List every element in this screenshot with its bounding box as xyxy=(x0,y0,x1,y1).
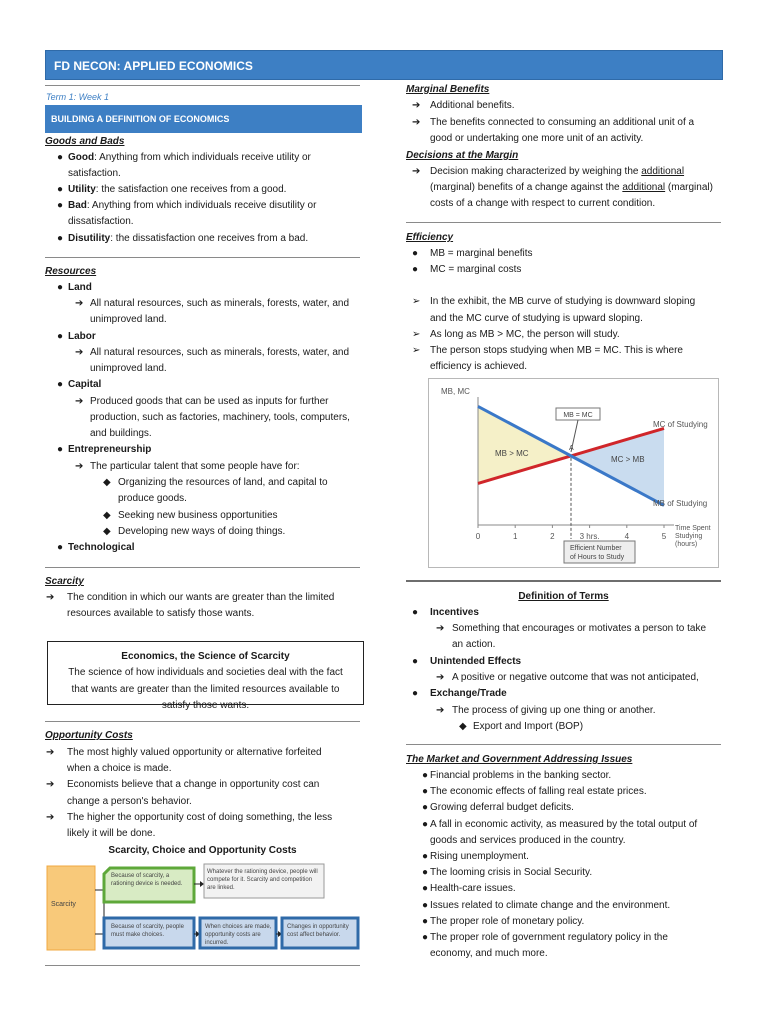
efficiency-text: and the MC curve of studying is upward sloping. xyxy=(430,313,643,324)
bullet-icon: ● xyxy=(422,851,429,862)
definition-box xyxy=(47,641,364,711)
bullet-icon: ● xyxy=(412,656,419,667)
efficiency-text: efficiency is achieved. xyxy=(430,361,528,372)
definition-box-text: that wants are greater than the limited resources available to xyxy=(71,683,340,695)
market-issue: The looming crisis in Social Security. xyxy=(430,867,593,879)
x-axis-label: Time Spent xyxy=(675,525,711,532)
efficiency-text: In the exhibit, the MB curve of studying is downward sloping xyxy=(430,296,696,307)
resources-heading: Resources xyxy=(45,266,97,277)
definition-term: Exchange/Trade xyxy=(430,688,507,699)
arrow-right-icon: ➔ xyxy=(412,117,421,128)
bullet-icon: ● xyxy=(412,264,419,275)
opportunity-text: likely it will be done. xyxy=(67,828,156,839)
arrow-right-icon: ➔ xyxy=(75,347,84,358)
definition-text: an action. xyxy=(452,639,496,650)
marginal-benefits-heading: Marginal Benefits xyxy=(406,84,490,95)
arrow-right-icon: ➔ xyxy=(436,672,445,683)
bullet-icon: ● xyxy=(57,379,64,390)
efficient-label: Efficient Number xyxy=(570,545,622,552)
list-item: Bad: Anything from which individuals receive disutility or xyxy=(68,200,317,211)
scarcity-heading: Scarcity xyxy=(45,576,84,587)
flow-gray-box: Whatever the rationing device, people will compete for it. Scarcity and competition are linked. xyxy=(207,869,318,891)
resource-desc: All natural resources, such as minerals, forests, water, and xyxy=(90,298,350,309)
margin-text: Decision making characterized by weighing the additional xyxy=(430,166,685,177)
market-issue: The economic effects of falling real estate prices. xyxy=(430,786,647,798)
point-a-label: A xyxy=(569,444,574,452)
x-tick-label: 3 hrs. xyxy=(579,532,600,541)
resource-desc: The particular talent that some people have for: xyxy=(90,461,300,472)
scarcity-text: resources available to satisfy those wants. xyxy=(67,608,255,619)
mb-text: good or undertaking one more unit of an activity. xyxy=(430,133,644,144)
definition-term: Incentives xyxy=(430,607,479,618)
bullet-icon: ● xyxy=(412,248,419,259)
efficient-label: of Hours to Study xyxy=(570,554,625,561)
arrow-right-icon: ➔ xyxy=(412,100,421,111)
margin-text: (marginal) benefits of a change against the additional (marginal) xyxy=(430,182,713,193)
definition-term: Unintended Effects xyxy=(430,656,522,667)
arrow-right-icon: ➔ xyxy=(75,396,84,407)
bullet-icon: ● xyxy=(57,152,64,163)
flow-blue-box: When choices are made, opportunity costs are incurred. xyxy=(205,924,272,946)
document-title: FD NECON: APPLIED ECONOMICS xyxy=(54,59,253,73)
divider xyxy=(45,965,360,966)
section-banner xyxy=(45,105,362,133)
resource-technological: Technological xyxy=(68,542,135,553)
bullet-icon: ● xyxy=(422,915,429,927)
margin-text: costs of a change with respect to current condition. xyxy=(430,198,656,209)
opportunity-text: change a person's behavior. xyxy=(67,796,192,807)
y-axis-label: MB, MC xyxy=(441,387,470,396)
bullet-icon: ● xyxy=(412,607,419,618)
divider xyxy=(406,222,721,223)
resource-desc: unimproved land. xyxy=(90,314,167,325)
resource-entrepreneurship: Entrepreneurship xyxy=(68,444,152,455)
diamond-bullet-icon: ◆ xyxy=(459,721,467,732)
market-issue: Health-care issues. xyxy=(430,883,516,895)
mb-text: The benefits connected to consuming an additional unit of a xyxy=(430,117,695,128)
divider xyxy=(45,85,360,86)
resource-subitem: Developing new ways of doing things. xyxy=(118,526,286,537)
list-item: Good: Anything from which individuals receive utility or xyxy=(68,152,311,163)
efficiency-text: As long as MB > MC, the person will study. xyxy=(430,329,620,340)
arrow-right-icon: ➔ xyxy=(46,779,55,790)
bullet-icon: ● xyxy=(422,932,429,943)
definition-text: The process of giving up one thing or another. xyxy=(452,705,656,716)
flow-title: Scarcity, Choice and Opportunity Costs xyxy=(108,845,297,856)
arrow-right-icon: ➔ xyxy=(412,166,421,177)
term-label: Term 1: Week 1 xyxy=(46,92,110,102)
mc-label: MC of Studying xyxy=(653,420,708,429)
definition-text: A positive or negative outcome that was not anticipated, xyxy=(452,672,699,683)
scarcity-flow-diagram xyxy=(46,862,360,952)
market-issue: The proper role of government regulatory policy in the xyxy=(430,932,668,943)
opportunity-text: The most highly valued opportunity or alternative forfeited xyxy=(67,747,322,758)
market-issue: Financial problems in the banking sector. xyxy=(430,770,612,781)
mb-mc-chart xyxy=(428,378,719,568)
efficiency-item: MB = marginal benefits xyxy=(430,248,533,259)
resource-labor: Labor xyxy=(68,331,96,342)
bullet-icon: ● xyxy=(57,282,64,293)
market-issue: Issues related to climate change and the environment. xyxy=(430,899,671,911)
resource-desc: and buildings. xyxy=(90,428,152,439)
bullet-icon: ● xyxy=(422,883,429,895)
divider xyxy=(45,567,360,568)
header-bar xyxy=(45,50,723,80)
diamond-bullet-icon: ◆ xyxy=(103,526,111,537)
efficiency-text: The person stops studying when MB = MC. This is where xyxy=(430,345,683,356)
opportunity-heading: Opportunity Costs xyxy=(45,730,133,741)
arrow-right-icon: ➔ xyxy=(75,298,84,309)
opportunity-text: The higher the opportunity cost of doing something, the less xyxy=(67,812,333,823)
list-item: Disutility: the dissatisfaction one receives from a bad. xyxy=(68,233,309,244)
bullet-icon: ● xyxy=(422,867,429,879)
x-tick-label: 1 xyxy=(512,532,518,541)
goods-heading: Goods and Bads xyxy=(45,136,125,147)
resource-desc: All natural resources, such as minerals, forests, water, and xyxy=(90,347,350,358)
bullet-icon: ● xyxy=(57,331,64,342)
x-tick-label: 4 xyxy=(624,532,630,541)
diamond-bullet-icon: ◆ xyxy=(103,510,111,521)
divider xyxy=(45,257,360,258)
bullet-icon: ● xyxy=(57,200,64,211)
equal-label: MB = MC xyxy=(563,412,593,419)
chart-svg xyxy=(429,379,720,569)
divider xyxy=(406,744,721,745)
margin-heading: Decisions at the Margin xyxy=(406,150,519,161)
bullet-icon: ● xyxy=(57,233,64,244)
bullet-icon: ● xyxy=(422,818,429,830)
market-issue-cont: goods and services produced in the country. xyxy=(430,834,626,846)
divider xyxy=(45,721,360,722)
resource-desc: Produced goods that can be used as inputs for further xyxy=(90,396,329,407)
x-axis-label: (hours) xyxy=(675,541,698,548)
list-item: Utility: the satisfaction one receives from a good. xyxy=(68,184,287,195)
flow-blue-box: Because of scarcity, people must make choices. xyxy=(111,924,184,938)
mb-text: Additional benefits. xyxy=(430,100,515,111)
resource-subitem: Seeking new business opportunities xyxy=(118,510,278,521)
market-issue: The proper role of monetary policy. xyxy=(430,915,585,927)
x-tick-label: 2 xyxy=(550,532,555,541)
diamond-bullet-icon: ◆ xyxy=(103,477,111,488)
definition-text: Something that encourages or motivates a person to take xyxy=(452,623,707,634)
flow-blue-box: Changes in opportunity cost affect behavior. xyxy=(287,924,349,938)
definition-box-text: satisfy those wants. xyxy=(161,699,250,711)
bullet-icon: ● xyxy=(422,770,429,781)
opportunity-text: when a choice is made. xyxy=(67,763,172,774)
arrow-right-icon: ➔ xyxy=(46,592,55,603)
resource-subitem-cont: produce goods. xyxy=(118,493,187,504)
market-issue: Rising unemployment. xyxy=(430,851,529,862)
resource-desc: unimproved land. xyxy=(90,363,167,374)
arrow-right-icon: ➔ xyxy=(75,461,84,472)
x-tick-label: 0 xyxy=(475,532,481,541)
section-banner-label: BUILDING A DEFINITION OF ECONOMICS xyxy=(51,114,230,124)
arrowhead-icon: ➢ xyxy=(412,296,421,307)
divider xyxy=(406,580,721,582)
market-issue: A fall in economic activity, as measured by the total output of xyxy=(430,818,698,830)
definition-subitem: Export and Import (BOP) xyxy=(473,721,584,732)
mb-label: MB of Studying xyxy=(653,499,708,508)
arrow-right-icon: ➔ xyxy=(436,623,445,634)
bullet-icon: ● xyxy=(422,899,429,911)
efficiency-item: MC = marginal costs xyxy=(430,264,522,275)
efficiency-heading: Efficiency xyxy=(406,232,454,243)
definition-box-title: Economics, the Science of Scarcity xyxy=(121,651,290,662)
arrow-right-icon: ➔ xyxy=(46,747,55,758)
arrowhead-icon: ➢ xyxy=(412,329,421,340)
mc-gt-mb-region xyxy=(571,428,664,505)
arrow-right-icon: ➔ xyxy=(46,812,55,823)
resource-land: Land xyxy=(68,282,92,293)
list-item-cont: satisfaction. xyxy=(68,168,121,179)
market-heading: The Market and Government Addressing Issues xyxy=(406,754,633,765)
bullet-icon: ● xyxy=(57,542,64,553)
resource-desc: production, such as factories, machinery, tools, computers, xyxy=(90,412,350,423)
definition-box-text: The science of how individuals and societies deal with the fact xyxy=(68,667,343,679)
list-item-cont: dissatisfaction. xyxy=(68,216,134,227)
definitions-heading: Definition of Terms xyxy=(518,591,609,602)
arrow-right-icon: ➔ xyxy=(436,705,445,716)
flow-scarcity-box: Scarcity xyxy=(51,901,76,908)
flow-green-box: Because of scarcity, a rationing device is needed. xyxy=(111,873,183,887)
x-axis-label: Studying xyxy=(675,533,703,540)
market-issue-cont: economy, and much more. xyxy=(430,948,548,960)
opportunity-text: Economists believe that a change in opportunity cost can xyxy=(67,779,320,790)
arrowhead-icon: ➢ xyxy=(412,345,421,356)
bullet-icon: ● xyxy=(412,688,419,699)
bullet-icon: ● xyxy=(422,802,429,814)
bullet-icon: ● xyxy=(57,444,64,455)
right-region-label: MC > MB xyxy=(611,455,645,464)
bullet-icon: ● xyxy=(57,184,64,195)
scarcity-text: The condition in which our wants are greater than the limited xyxy=(67,592,335,603)
x-tick-label: 5 xyxy=(661,532,667,541)
bullet-icon: ● xyxy=(422,786,429,798)
market-issue: Growing deferral budget deficits. xyxy=(430,802,574,814)
left-region-label: MB > MC xyxy=(495,449,529,458)
resource-capital: Capital xyxy=(68,379,102,390)
resource-subitem: Organizing the resources of land, and capital to xyxy=(118,477,328,488)
